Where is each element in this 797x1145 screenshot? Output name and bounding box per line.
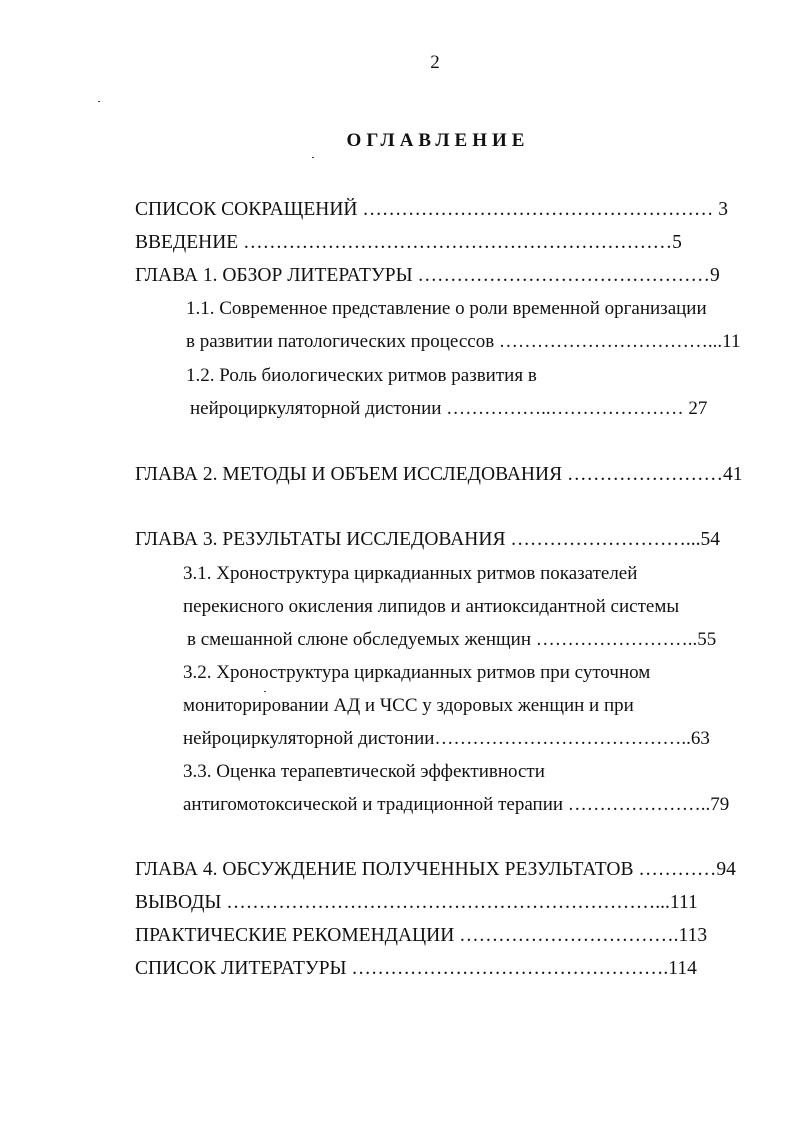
toc-title: ОГЛАВЛЕНИЕ (346, 130, 530, 151)
toc-entry-section-1-2-cont[interactable]: нейроциркуляторной дистонии ……………..………………… 27 (190, 398, 708, 419)
toc-entry-section-1-2[interactable]: 1.2. Роль биологических ритмов развития в (186, 365, 537, 386)
toc-entry-recommendations[interactable]: ПРАКТИЧЕСКИЕ РЕКОМЕНДАЦИИ …………………………….113 (135, 925, 708, 946)
toc-entry-chapter-4[interactable]: ГЛАВА 4. ОБСУЖДЕНИЕ ПОЛУЧЕННЫХ РЕЗУЛЬТАТОВ …………94 (135, 859, 736, 880)
scan-speck (98, 101, 100, 102)
toc-entry-chapter-1[interactable]: ГЛАВА 1. ОБЗОР ЛИТЕРАТУРЫ ………………………………………9 (135, 265, 720, 286)
toc-entry-section-3-1[interactable]: 3.1. Хроноструктура циркадианных ритмов показателей (183, 563, 638, 584)
toc-entry-chapter-2[interactable]: ГЛАВА 2. МЕТОДЫ И ОБЪЕМ ИССЛЕДОВАНИЯ ……………………41 (135, 464, 743, 485)
toc-entry-conclusions[interactable]: ВЫВОДЫ …………………………………………………………...111 (135, 892, 698, 913)
toc-entry-section-3-2-cont[interactable]: мониторировании АД и ЧСС у здоровых женщин и при (183, 695, 634, 716)
toc-entry-section-1-1[interactable]: 1.1. Современное представление о роли временной организации (186, 298, 707, 319)
toc-entry-section-3-3[interactable]: 3.3. Оценка терапевтической эффективности (183, 761, 545, 782)
toc-entry-references[interactable]: СПИСОК ЛИТЕРАТУРЫ ………………………………………….114 (135, 958, 697, 979)
toc-entry-section-3-2[interactable]: 3.2. Хроноструктура циркадианных ритмов при суточном (183, 662, 651, 683)
toc-entry-section-3-2-cont[interactable]: нейроциркуляторной дистонии…………………………………..63 (183, 728, 710, 749)
page-number: 2 (430, 52, 440, 73)
toc-entry-abbreviations[interactable]: СПИСОК СОКРАЩЕНИЙ ……………………………………………… 3 (135, 199, 728, 220)
toc-entry-section-3-1-cont[interactable]: перекисного окисления липидов и антиоксидантной системы (183, 596, 680, 617)
toc-entry-chapter-3[interactable]: ГЛАВА 3. РЕЗУЛЬТАТЫ ИССЛЕДОВАНИЯ ………………………...54 (135, 529, 720, 550)
toc-entry-section-3-1-cont[interactable]: в смешанной слюне обследуемых женщин ……………………..55 (187, 629, 717, 650)
toc-entry-section-3-3-cont[interactable]: антигомотоксической и традиционной терапии …………………..79 (183, 794, 730, 815)
scan-speck (264, 691, 266, 692)
toc-entry-section-1-1-cont[interactable]: в развитии патологических процессов ……………………………...11 (186, 331, 741, 352)
scan-speck (312, 157, 314, 158)
toc-entry-introduction[interactable]: ВВЕДЕНИЕ …………………………………………………………5 (135, 232, 682, 253)
